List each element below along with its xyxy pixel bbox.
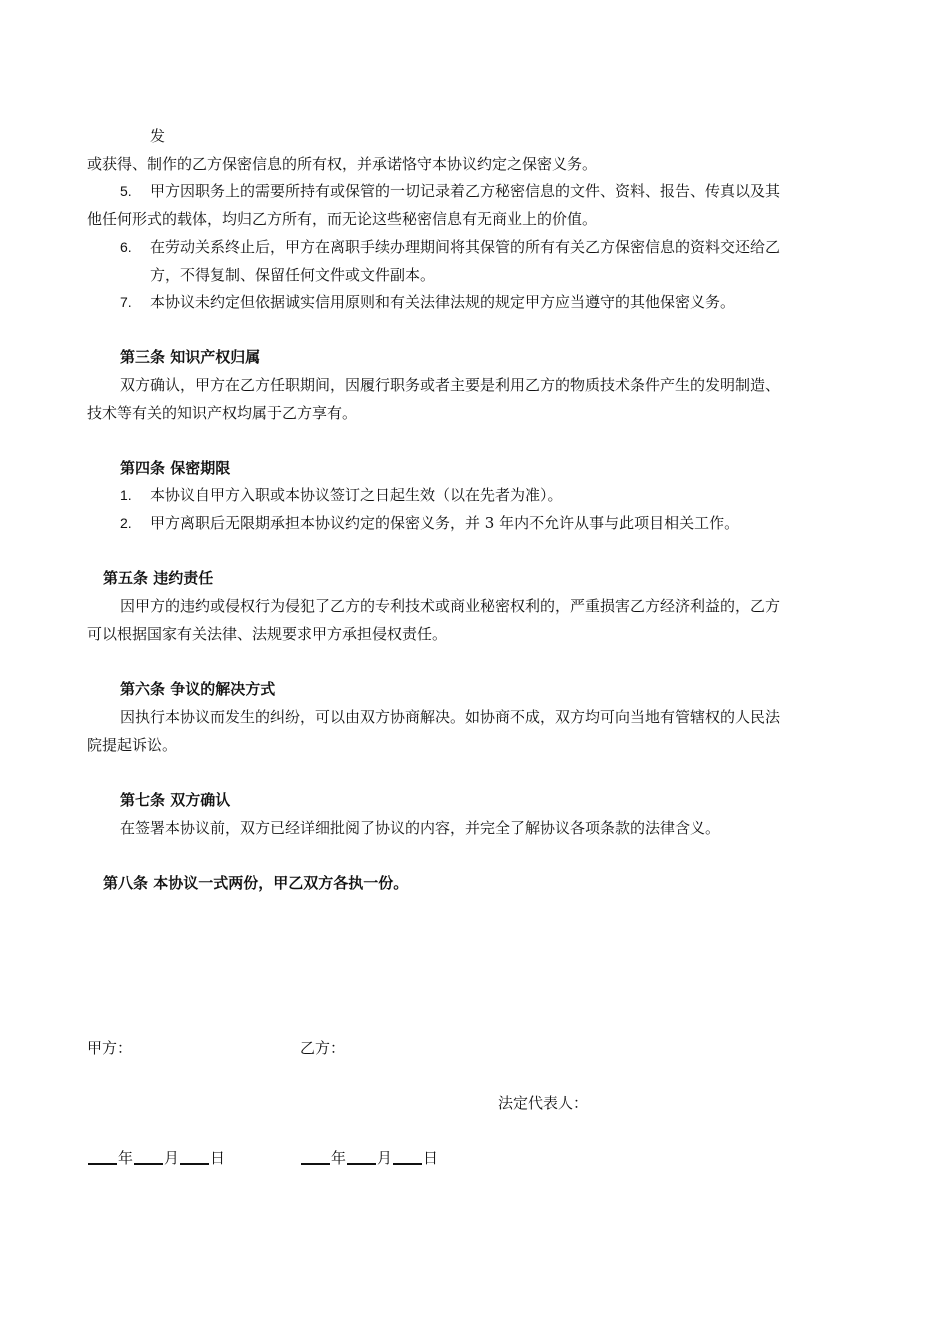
- section-heading-dispute-resolution: 第六条 争议的解决方式: [120, 680, 276, 698]
- item-text: 本协议未约定但依据诚实信用原则和有关法律法规的规定甲方应当遵守的其他保密义务。: [150, 293, 736, 311]
- year-blank: [88, 1149, 117, 1165]
- paragraph-line: 双方确认，甲方在乙方任职期间，因履行职务或者主要是利用乙方的物质技术条件产生的发明制造、: [120, 376, 781, 394]
- item-number: 6.: [120, 239, 132, 255]
- paragraph-line: 因甲方的违约或侵权行为侵犯了乙方的专利技术或商业秘密权利的，严重损害乙方经济利益的，乙方: [120, 597, 781, 615]
- section-heading-copies: 第八条 本协议一式两份，甲乙双方各执一份。: [103, 874, 409, 892]
- item-number: 2.: [120, 515, 132, 531]
- item-text: 他任何形式的载体，均归乙方所有，而无论这些秘密信息有无商业上的价值。: [87, 210, 598, 228]
- month-label: 月: [377, 1149, 393, 1167]
- item-text: 本协议自甲方入职或本协议签订之日起生效（以在先者为准）。: [150, 486, 563, 504]
- item-text: 方，不得复制、保留任何文件或文件副本。: [150, 266, 436, 284]
- legal-representative-label: 法定代表人：: [498, 1094, 589, 1112]
- month-blank: [347, 1149, 376, 1165]
- section-heading-mutual-confirmation: 第七条 双方确认: [120, 791, 231, 809]
- date-line-party-a: [87, 1148, 225, 1168]
- day-blank: [180, 1149, 209, 1165]
- section-heading-intellectual-property: 第三条 知识产权归属: [120, 348, 261, 366]
- paragraph-line: 在签署本协议前，双方已经详细批阅了协议的内容，并完全了解协议各项条款的法律含义。: [120, 819, 721, 837]
- month-label: 月: [164, 1149, 180, 1167]
- year-blank: [301, 1149, 330, 1165]
- paragraph-line: 可以根据国家有关法律、法规要求甲方承担侵权责任。: [87, 625, 448, 643]
- item-number: 1.: [120, 487, 132, 503]
- continuation-line: 或获得、制作的乙方保密信息的所有权，并承诺恪守本协议约定之保密义务。: [87, 155, 598, 173]
- item-number: 5.: [120, 183, 132, 199]
- date-line-party-b: [300, 1148, 438, 1168]
- item-text: 甲方因职务上的需要所持有或保管的一切记录着乙方秘密信息的文件、资料、报告、传真以及其: [150, 182, 781, 200]
- section-heading-breach-liability: 第五条 违约责任: [103, 569, 214, 587]
- paragraph-line: 院提起诉讼。: [87, 736, 178, 754]
- item-text: 在劳动关系终止后，甲方在离职手续办理期间将其保管的所有有关乙方保密信息的资料交还给乙: [150, 238, 781, 256]
- item-text: 甲方离职后无限期承担本协议约定的保密义务，并 3 年内不允许从事与此项目相关工作。: [150, 514, 740, 532]
- paragraph-line: 技术等有关的知识产权均属于乙方享有。: [87, 404, 358, 422]
- item-number: 7.: [120, 294, 132, 310]
- day-blank: [393, 1149, 422, 1165]
- party-a-label: 甲方：: [87, 1039, 133, 1057]
- section-heading-confidentiality-period: 第四条 保密期限: [120, 459, 231, 477]
- paragraph-line: 因执行本协议而发生的纠纷，可以由双方协商解决。如协商不成，双方均可向当地有管辖权的人民法: [120, 708, 781, 726]
- year-label: 年: [331, 1149, 347, 1167]
- day-label: 日: [210, 1149, 226, 1167]
- month-blank: [134, 1149, 163, 1165]
- year-label: 年: [118, 1149, 134, 1167]
- party-b-label: 乙方：: [300, 1039, 346, 1057]
- day-label: 日: [423, 1149, 439, 1167]
- continuation-fragment: 发: [150, 127, 166, 145]
